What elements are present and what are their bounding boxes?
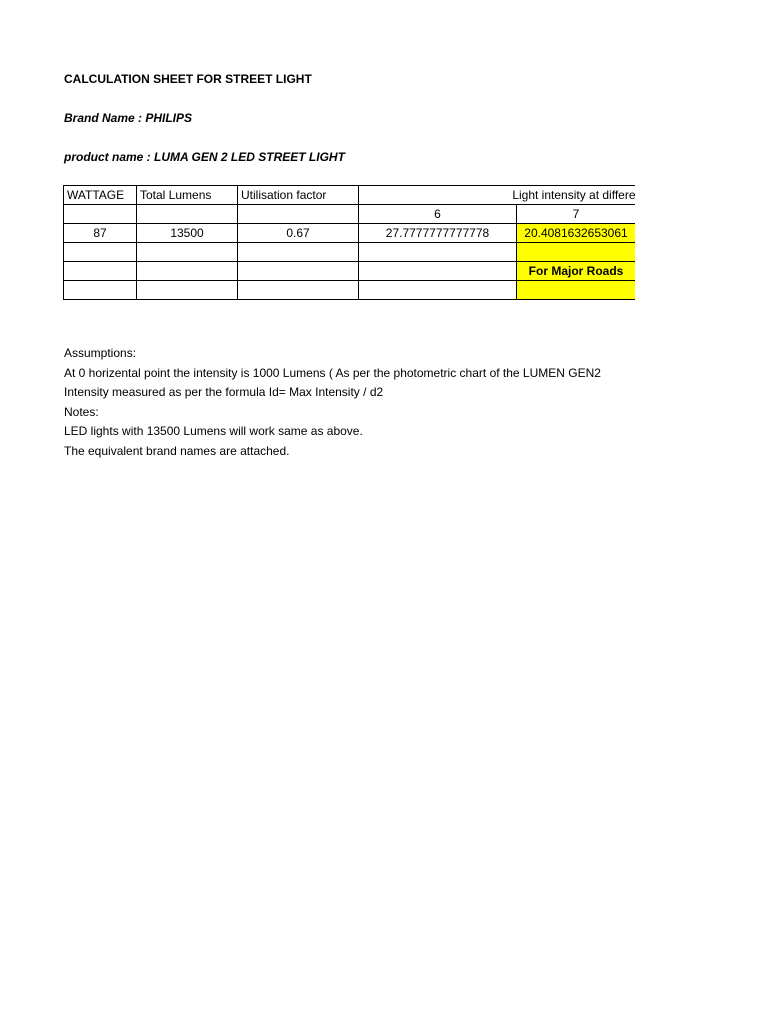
calculation-table-wrapper: [63, 185, 635, 303]
assumptions-label: Assumptions:: [64, 346, 137, 360]
road-type-label: For Major Roads: [517, 262, 636, 281]
table-row: [64, 243, 636, 262]
cell-intensity-6: 27.7777777777778: [359, 224, 517, 243]
table-cell: [137, 243, 238, 262]
table-cell: [359, 243, 517, 262]
table-data-row: [64, 224, 636, 243]
table-cell: [238, 262, 359, 281]
notes-label: Notes:: [64, 404, 99, 419]
cell-intensity-7: 20.4081632653061: [517, 224, 636, 243]
notes-section: [64, 344, 636, 461]
note-line-1: LED lights with 13500 Lumens will work same as above.: [64, 424, 363, 438]
cell-utilisation-factor: 0.67: [238, 224, 359, 243]
table-cell: [137, 205, 238, 224]
assumption-line-2: Intensity measured as per the formula Id= Max Intensity / d2: [64, 385, 384, 399]
header-utilisation-factor: Utilisation factor: [238, 186, 359, 205]
highlight-cell: [517, 281, 636, 300]
table-cell: [238, 281, 359, 300]
product-name: product name : LUMA GEN 2 LED STREET LIGHT: [64, 150, 345, 164]
distance-6: 6: [359, 205, 517, 224]
table-cell: [238, 243, 359, 262]
table-cell: [64, 205, 137, 224]
table-row: [64, 281, 636, 300]
cell-lumens: 13500: [137, 224, 238, 243]
header-light-intensity: Light intensity at differe: [359, 186, 636, 205]
brand-name: Brand Name : PHILIPS: [64, 111, 193, 125]
table-row: [64, 262, 636, 281]
distance-7: 7: [517, 205, 636, 224]
table-cell: [137, 281, 238, 300]
highlight-cell: [517, 243, 636, 262]
table-distance-row: [64, 205, 636, 224]
table-cell: [137, 262, 238, 281]
table-cell: [359, 281, 517, 300]
assumption-line-1: At 0 horizental point the intensity is 1000 Lumens ( As per the photometric chart of the LUMEN GEN2: [64, 365, 601, 380]
table-cell: [359, 262, 517, 281]
cell-wattage: 87: [64, 224, 137, 243]
table-header-row: [64, 186, 636, 205]
table-cell: [64, 281, 137, 300]
table-cell: [64, 262, 137, 281]
header-total-lumens: Total Lumens: [137, 186, 238, 205]
calculation-table: [63, 185, 635, 300]
header-wattage: WATTAGE: [64, 186, 137, 205]
note-line-2: The equivalent brand names are attached.: [64, 443, 290, 458]
table-cell: [64, 243, 137, 262]
table-cell: [238, 205, 359, 224]
sheet-title: CALCULATION SHEET FOR STREET LIGHT: [64, 72, 312, 86]
